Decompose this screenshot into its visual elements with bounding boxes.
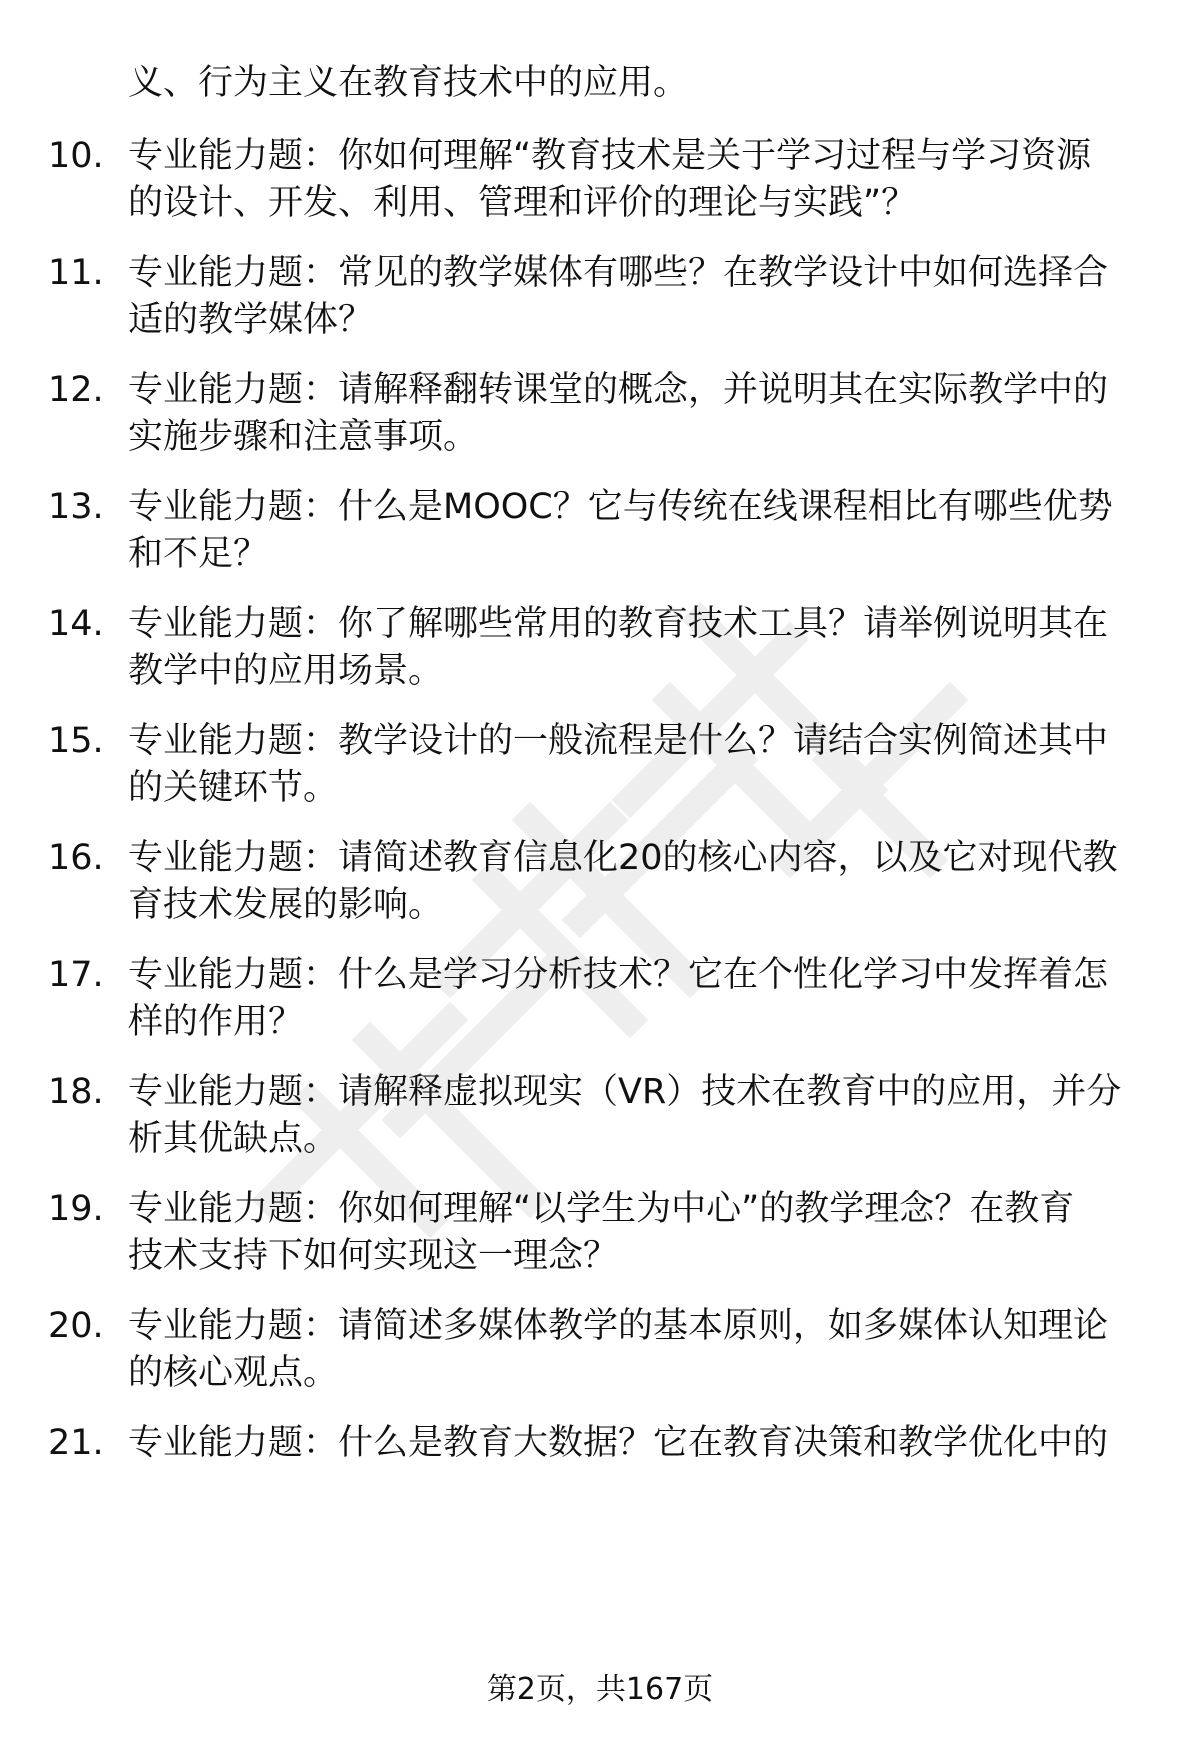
question-number: 13.: [48, 487, 104, 527]
question-line: 专业能力题：请简述教育信息化20的核心内容，以及它对现代教: [128, 838, 1118, 878]
question-text: [128, 718, 1148, 812]
question-line: 专业能力题：你如何理解“以学生为中心”的教学理念？在教育: [128, 1189, 1075, 1229]
question-number: 11.: [48, 253, 104, 293]
page-footer: 第2页，共167页: [486, 1672, 714, 1707]
question-item: [0, 601, 1200, 701]
question-number: 16.: [48, 838, 104, 878]
question-line: 的关键环节。: [128, 768, 339, 808]
question-text: [128, 1303, 1148, 1397]
question-item: [0, 1069, 1200, 1169]
question-item: [0, 133, 1200, 233]
question-item: [0, 835, 1200, 935]
question-number: 18.: [48, 1072, 104, 1112]
question-number: 14.: [48, 604, 104, 644]
question-line: 专业能力题：什么是MOOC？它与传统在线课程相比有哪些优势: [128, 487, 1113, 527]
question-text: [128, 250, 1148, 344]
question-item: [0, 718, 1200, 818]
question-number: 20.: [48, 1306, 104, 1346]
question-line: 专业能力题：你了解哪些常用的教育技术工具？请举例说明其在: [128, 604, 1109, 644]
question-text: [128, 133, 1148, 227]
question-line: 析其优缺点。: [128, 1119, 339, 1159]
question-line: 专业能力题：你如何理解“教育技术是关于学习过程与学习资源: [128, 136, 1092, 176]
question-text: [128, 835, 1148, 929]
question-item: [0, 484, 1200, 584]
question-text: [128, 367, 1148, 461]
question-item: [0, 1186, 1200, 1286]
question-item: [0, 952, 1200, 1052]
question-item: [0, 1420, 1200, 1520]
question-line: 的核心观点。: [128, 1353, 339, 1393]
question-line: 实施步骤和注意事项。: [128, 417, 479, 457]
question-text: [128, 601, 1148, 695]
question-line: 技术支持下如何实现这一理念？: [128, 1236, 619, 1276]
question-text: [128, 1186, 1148, 1280]
question-line: 专业能力题：什么是教育大数据？它在教育决策和教学优化中的: [128, 1423, 1109, 1463]
question-text: [128, 484, 1148, 578]
question-line: 的设计、开发、利用、管理和评价的理论与实践”？: [128, 183, 917, 223]
question-number: 12.: [48, 370, 104, 410]
question-line: 专业能力题：请简述多媒体教学的基本原则，如多媒体认知理论: [128, 1306, 1109, 1346]
question-text: [128, 1069, 1148, 1163]
question-line: 专业能力题：教学设计的一般流程是什么？请结合实例简述其中: [128, 721, 1109, 761]
question-item: [0, 367, 1200, 467]
question-number: 10.: [48, 136, 104, 176]
question-line: 专业能力题：常见的教学媒体有哪些？在教学设计中如何选择合: [128, 253, 1109, 293]
question-text: [128, 952, 1148, 1046]
question-line: 专业能力题：请解释翻转课堂的概念，并说明其在实际教学中的: [128, 370, 1109, 410]
question-line: 和不足？: [128, 534, 269, 574]
question-line: 专业能力题：请解释虚拟现实（VR）技术在教育中的应用，并分: [128, 1072, 1122, 1112]
question-item: [0, 250, 1200, 350]
question-line: 样的作用？: [128, 1002, 304, 1042]
continuation-text: 义、行为主义在教育技术中的应用。: [128, 63, 689, 103]
question-line: 育技术发展的影响。: [128, 885, 444, 925]
question-line: 专业能力题：什么是学习分析技术？它在个性化学习中发挥着怎: [128, 955, 1109, 995]
question-line: 教学中的应用场景。: [128, 651, 444, 691]
question-line: 适的教学媒体？: [128, 300, 374, 340]
question-number: 15.: [48, 721, 104, 761]
question-number: 19.: [48, 1189, 104, 1229]
question-number: 17.: [48, 955, 104, 995]
question-line: [128, 1467, 1148, 1514]
question-item: [0, 1303, 1200, 1403]
question-number: 21.: [48, 1423, 104, 1463]
question-text: [128, 1420, 1148, 1514]
